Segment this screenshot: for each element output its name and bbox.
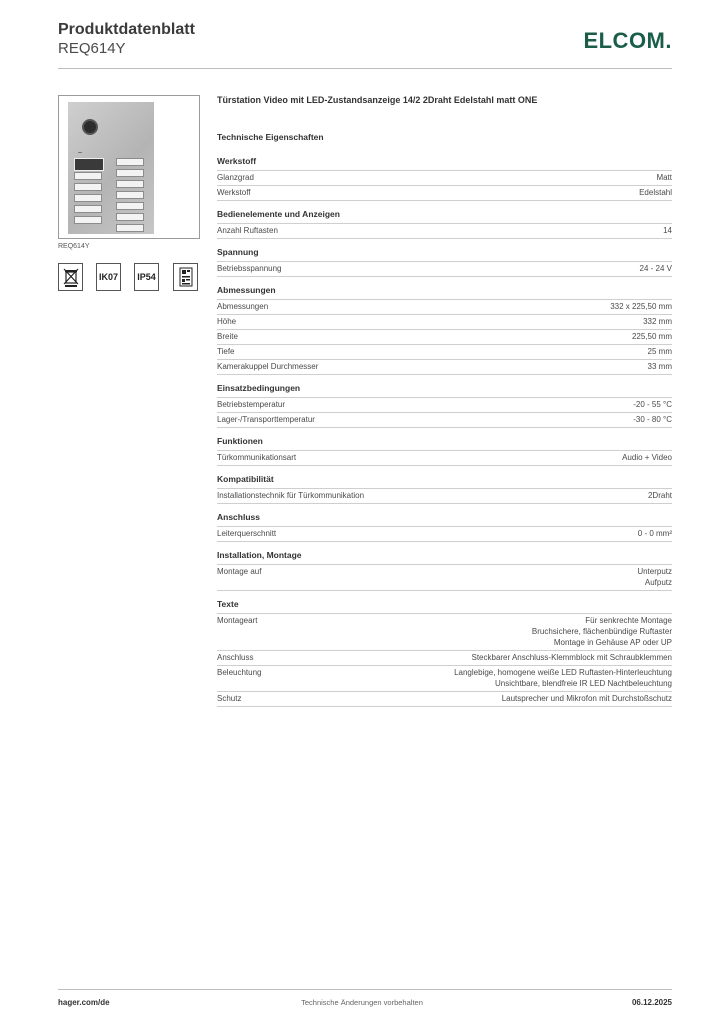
call-button-graphic — [116, 213, 144, 221]
call-button-graphic — [116, 191, 144, 199]
call-button-graphic — [116, 169, 144, 177]
property-group — [217, 209, 672, 239]
property-value: 2Draht — [647, 491, 672, 500]
document-title: Produktdatenblatt — [58, 21, 195, 38]
property-value: Edelstahl — [639, 188, 672, 197]
property-label: Türkommunikationsart — [217, 453, 297, 462]
call-button-graphic — [116, 158, 144, 166]
property-value: 33 mm — [647, 362, 672, 371]
property-group — [217, 512, 672, 542]
property-row — [217, 651, 672, 666]
call-button-graphic — [116, 180, 144, 188]
footer-date: 06.12.2025 — [631, 998, 672, 1007]
property-value: 0 - 0 mm² — [637, 529, 672, 538]
property-label: Anschluss — [217, 653, 254, 662]
footer-divider — [58, 989, 672, 990]
property-label: Anzahl Ruftasten — [217, 226, 278, 235]
property-row — [217, 565, 672, 591]
group-title: Einsatzbedingungen — [217, 383, 672, 398]
property-row — [217, 262, 672, 277]
door-station-panel — [68, 102, 154, 234]
group-title: Abmessungen — [217, 285, 672, 300]
property-row — [217, 300, 672, 315]
property-row — [217, 489, 672, 504]
property-row — [217, 398, 672, 413]
property-group — [217, 550, 672, 591]
property-row — [217, 345, 672, 360]
property-row — [217, 171, 672, 186]
property-value: 225,50 mm — [631, 332, 672, 341]
property-value: Steckbarer Anschluss-Klemmblock mit Schraubklemmen — [471, 653, 672, 662]
property-value: 332 mm — [643, 317, 672, 326]
property-row — [217, 614, 672, 651]
property-value: Matt — [656, 173, 672, 182]
group-title: Bedienelemente und Anzeigen — [217, 209, 672, 224]
property-group — [217, 436, 672, 466]
property-value: Audio + Video — [622, 453, 672, 462]
property-value: Langlebige, homogene weiße LED Ruftasten-Hinterleuchtung Unsichtbare, blendfreie IR LED Nachtbeleuchtung — [454, 668, 672, 688]
property-row — [217, 224, 672, 239]
footer-website: hager.com/de — [58, 998, 110, 1007]
property-group — [217, 599, 672, 707]
call-button-graphic — [116, 202, 144, 210]
group-title: Texte — [217, 599, 672, 614]
property-group — [217, 247, 672, 277]
property-label: Montageart — [217, 616, 258, 625]
property-group — [217, 474, 672, 504]
call-button-graphic — [74, 172, 102, 180]
page-header — [58, 20, 672, 68]
call-button-graphic — [74, 205, 102, 213]
property-groups — [217, 156, 672, 707]
group-title: Spannung — [217, 247, 672, 262]
property-value: -20 - 55 °C — [633, 400, 672, 409]
property-group — [217, 285, 672, 375]
property-label: Installationstechnik für Türkommunikation — [217, 491, 365, 500]
weee-bin-icon — [58, 263, 83, 291]
display-window — [74, 158, 104, 171]
property-label: Montage auf — [217, 567, 262, 576]
property-label: Lager-/Transporttemperatur — [217, 415, 315, 424]
property-value: -30 - 80 °C — [633, 415, 672, 424]
property-value: 14 — [663, 226, 672, 235]
property-value: Für senkrechte Montage Bruchsichere, flächenbündige Ruftaster Montage in Gehäuse AP oder UP — [531, 616, 672, 647]
barcode-icon — [173, 263, 198, 291]
group-title: Installation, Montage — [217, 550, 672, 565]
property-value: 25 mm — [647, 347, 672, 356]
property-label: Abmessungen — [217, 302, 269, 311]
property-row — [217, 451, 672, 466]
property-label: Beleuchtung — [217, 668, 262, 677]
property-row — [217, 666, 672, 692]
header-divider — [58, 68, 672, 69]
property-label: Betriebstemperatur — [217, 400, 286, 409]
call-button-graphic — [74, 183, 102, 191]
property-label: Betriebsspannung — [217, 264, 282, 273]
property-label: Leiterquerschnitt — [217, 529, 277, 538]
property-value: 24 - 24 V — [639, 264, 672, 273]
property-row — [217, 413, 672, 428]
property-label: Kamerakuppel Durchmesser — [217, 362, 319, 371]
property-row — [217, 527, 672, 542]
property-row — [217, 360, 672, 375]
group-title: Kompatibilität — [217, 474, 672, 489]
footer-disclaimer: Technische Änderungen vorbehalten — [301, 998, 423, 1007]
property-group — [217, 383, 672, 428]
call-button-graphic — [74, 194, 102, 202]
camera-icon — [82, 119, 98, 135]
property-label: Breite — [217, 332, 238, 341]
property-label: Glanzgrad — [217, 173, 254, 182]
property-value: 332 x 225,50 mm — [610, 302, 672, 311]
call-button-graphic — [74, 216, 102, 224]
image-caption: REQ614Y — [58, 243, 90, 250]
property-value: Unterputz Aufputz — [637, 567, 672, 587]
ip54-badge: IP54 — [134, 263, 159, 291]
property-value: Lautsprecher und Mikrofon mit Durchstoßschutz — [501, 694, 672, 703]
property-label: Werkstoff — [217, 188, 251, 197]
group-title: Anschluss — [217, 512, 672, 527]
group-title: Werkstoff — [217, 156, 672, 171]
product-name: Türstation Video mit LED-Zustandsanzeige 14/2 2Draht Edelstahl matt ONE — [217, 95, 538, 105]
property-label: Schutz — [217, 694, 242, 703]
property-label: Tiefe — [217, 347, 235, 356]
property-row — [217, 315, 672, 330]
call-button-graphic — [116, 224, 144, 232]
ik07-badge: IK07 — [96, 263, 121, 291]
property-row — [217, 330, 672, 345]
property-group — [217, 156, 672, 201]
technical-properties-heading: Technische Eigenschaften — [217, 132, 324, 142]
elcom-logo: ELCOM. — [583, 28, 672, 53]
product-image — [58, 95, 200, 239]
property-label: Höhe — [217, 317, 237, 326]
group-title: Funktionen — [217, 436, 672, 451]
property-row — [217, 186, 672, 201]
product-code: REQ614Y — [58, 40, 126, 57]
product-details — [217, 94, 672, 715]
property-row — [217, 692, 672, 707]
certification-badges — [58, 263, 200, 293]
